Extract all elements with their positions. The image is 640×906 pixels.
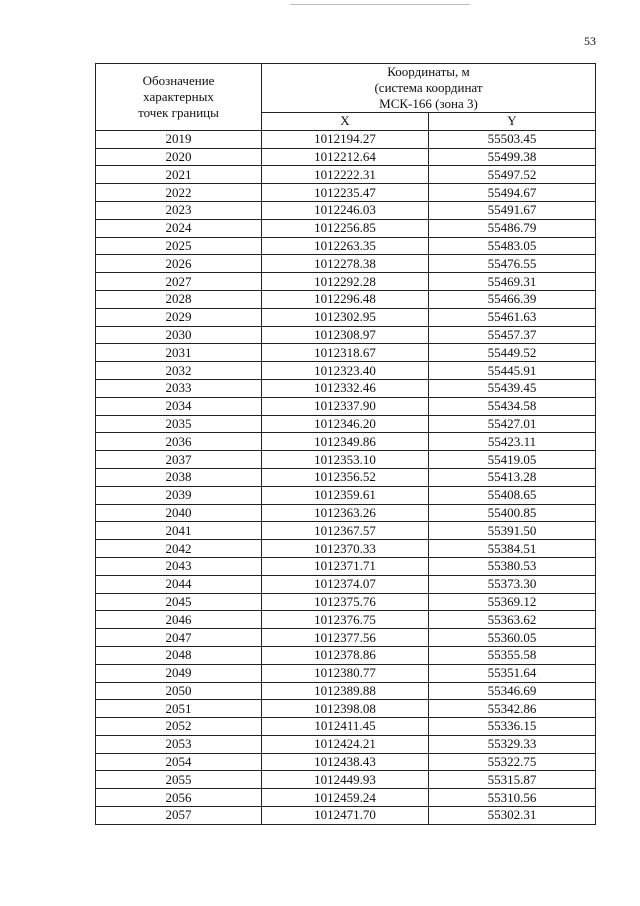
x-coordinate-cell: 1012411.45 bbox=[262, 718, 429, 736]
y-coordinate-cell: 55391.50 bbox=[429, 522, 596, 540]
y-coordinate-cell: 55302.31 bbox=[429, 807, 596, 825]
table-row bbox=[96, 629, 596, 647]
y-coordinate-cell: 55380.53 bbox=[429, 557, 596, 575]
x-coordinate-cell: 1012376.75 bbox=[262, 611, 429, 629]
point-id-cell: 2021 bbox=[96, 166, 262, 184]
x-coordinate-cell: 1012398.08 bbox=[262, 700, 429, 718]
x-coordinate-cell: 1012363.26 bbox=[262, 504, 429, 522]
x-coordinate-cell: 1012278.38 bbox=[262, 255, 429, 273]
x-column-header: X bbox=[262, 113, 429, 131]
point-id-cell: 2041 bbox=[96, 522, 262, 540]
page-number: 53 bbox=[584, 34, 596, 48]
point-id-cell: 2052 bbox=[96, 718, 262, 736]
header-line: характерных bbox=[143, 88, 214, 104]
table-row bbox=[96, 379, 596, 397]
x-coordinate-cell: 1012424.21 bbox=[262, 735, 429, 753]
y-coordinate-cell: 55423.11 bbox=[429, 433, 596, 451]
point-id-cell: 2025 bbox=[96, 237, 262, 255]
table-row bbox=[96, 557, 596, 575]
table-row bbox=[96, 468, 596, 486]
table-row bbox=[96, 700, 596, 718]
point-id-cell: 2022 bbox=[96, 184, 262, 202]
point-id-cell: 2029 bbox=[96, 308, 262, 326]
table-row bbox=[96, 771, 596, 789]
y-coordinate-cell: 55310.56 bbox=[429, 789, 596, 807]
x-coordinate-cell: 1012359.61 bbox=[262, 486, 429, 504]
x-coordinate-cell: 1012235.47 bbox=[262, 184, 429, 202]
table-row bbox=[96, 326, 596, 344]
table-row bbox=[96, 166, 596, 184]
point-id-cell: 2033 bbox=[96, 379, 262, 397]
y-coordinate-cell: 55486.79 bbox=[429, 219, 596, 237]
coordinates-table bbox=[95, 63, 596, 825]
x-coordinate-cell: 1012302.95 bbox=[262, 308, 429, 326]
table-row bbox=[96, 273, 596, 291]
y-coordinate-cell: 55373.30 bbox=[429, 575, 596, 593]
scan-top-marks bbox=[290, 0, 470, 5]
header-line: Координаты, м bbox=[387, 64, 470, 79]
point-label-header bbox=[96, 64, 262, 131]
x-coordinate-cell: 1012378.86 bbox=[262, 646, 429, 664]
point-id-cell: 2024 bbox=[96, 219, 262, 237]
table-row bbox=[96, 397, 596, 415]
y-coordinate-cell: 55434.58 bbox=[429, 397, 596, 415]
point-id-cell: 2034 bbox=[96, 397, 262, 415]
x-coordinate-cell: 1012263.35 bbox=[262, 237, 429, 255]
point-id-cell: 2032 bbox=[96, 362, 262, 380]
table-row bbox=[96, 753, 596, 771]
point-id-cell: 2026 bbox=[96, 255, 262, 273]
table-row bbox=[96, 593, 596, 611]
y-coordinate-cell: 55497.52 bbox=[429, 166, 596, 184]
y-coordinate-cell: 55439.45 bbox=[429, 379, 596, 397]
point-id-cell: 2044 bbox=[96, 575, 262, 593]
y-coordinate-cell: 55363.62 bbox=[429, 611, 596, 629]
table-row bbox=[96, 290, 596, 308]
table-header bbox=[96, 64, 596, 131]
x-coordinate-cell: 1012471.70 bbox=[262, 807, 429, 825]
header-line: МСК-166 (зона 3) bbox=[379, 96, 478, 111]
y-coordinate-cell: 55476.55 bbox=[429, 255, 596, 273]
x-coordinate-cell: 1012296.48 bbox=[262, 290, 429, 308]
table-body bbox=[96, 130, 596, 824]
point-id-cell: 2048 bbox=[96, 646, 262, 664]
table-row bbox=[96, 575, 596, 593]
x-coordinate-cell: 1012194.27 bbox=[262, 130, 429, 148]
table-row bbox=[96, 646, 596, 664]
y-coordinate-cell: 55355.58 bbox=[429, 646, 596, 664]
point-id-cell: 2038 bbox=[96, 468, 262, 486]
y-coordinate-cell: 55315.87 bbox=[429, 771, 596, 789]
table-row bbox=[96, 540, 596, 558]
x-coordinate-cell: 1012212.64 bbox=[262, 148, 429, 166]
table-row bbox=[96, 219, 596, 237]
table-row bbox=[96, 308, 596, 326]
y-coordinate-cell: 55322.75 bbox=[429, 753, 596, 771]
x-coordinate-cell: 1012449.93 bbox=[262, 771, 429, 789]
table-row bbox=[96, 504, 596, 522]
y-coordinate-cell: 55369.12 bbox=[429, 593, 596, 611]
y-coordinate-cell: 55457.37 bbox=[429, 326, 596, 344]
x-coordinate-cell: 1012375.76 bbox=[262, 593, 429, 611]
table-row bbox=[96, 611, 596, 629]
point-id-cell: 2057 bbox=[96, 807, 262, 825]
x-coordinate-cell: 1012377.56 bbox=[262, 629, 429, 647]
x-coordinate-cell: 1012380.77 bbox=[262, 664, 429, 682]
y-coordinate-cell: 55427.01 bbox=[429, 415, 596, 433]
point-id-cell: 2035 bbox=[96, 415, 262, 433]
y-coordinate-cell: 55329.33 bbox=[429, 735, 596, 753]
y-coordinate-cell: 55413.28 bbox=[429, 468, 596, 486]
x-coordinate-cell: 1012371.71 bbox=[262, 557, 429, 575]
y-coordinate-cell: 55499.38 bbox=[429, 148, 596, 166]
y-coordinate-cell: 55346.69 bbox=[429, 682, 596, 700]
y-column-header: Y bbox=[429, 113, 596, 131]
y-coordinate-cell: 55360.05 bbox=[429, 629, 596, 647]
table-row bbox=[96, 255, 596, 273]
table-row bbox=[96, 415, 596, 433]
x-coordinate-cell: 1012438.43 bbox=[262, 753, 429, 771]
y-coordinate-cell: 55461.63 bbox=[429, 308, 596, 326]
y-coordinate-cell: 55466.39 bbox=[429, 290, 596, 308]
y-coordinate-cell: 55384.51 bbox=[429, 540, 596, 558]
x-coordinate-cell: 1012370.33 bbox=[262, 540, 429, 558]
y-coordinate-cell: 55469.31 bbox=[429, 273, 596, 291]
x-coordinate-cell: 1012308.97 bbox=[262, 326, 429, 344]
x-coordinate-cell: 1012389.88 bbox=[262, 682, 429, 700]
table-row bbox=[96, 718, 596, 736]
x-coordinate-cell: 1012256.85 bbox=[262, 219, 429, 237]
y-coordinate-cell: 55449.52 bbox=[429, 344, 596, 362]
y-coordinate-cell: 55491.67 bbox=[429, 201, 596, 219]
point-id-cell: 2056 bbox=[96, 789, 262, 807]
x-coordinate-cell: 1012292.28 bbox=[262, 273, 429, 291]
y-coordinate-cell: 55351.64 bbox=[429, 664, 596, 682]
point-id-cell: 2055 bbox=[96, 771, 262, 789]
table-row bbox=[96, 735, 596, 753]
point-id-cell: 2019 bbox=[96, 130, 262, 148]
table-row bbox=[96, 664, 596, 682]
y-coordinate-cell: 55503.45 bbox=[429, 130, 596, 148]
table-row bbox=[96, 433, 596, 451]
y-coordinate-cell: 55336.15 bbox=[429, 718, 596, 736]
point-id-cell: 2027 bbox=[96, 273, 262, 291]
point-id-cell: 2020 bbox=[96, 148, 262, 166]
table-row bbox=[96, 362, 596, 380]
point-id-cell: 2037 bbox=[96, 451, 262, 469]
header-line: (система координат bbox=[374, 80, 483, 95]
x-coordinate-cell: 1012374.07 bbox=[262, 575, 429, 593]
point-id-cell: 2023 bbox=[96, 201, 262, 219]
table-row bbox=[96, 344, 596, 362]
point-id-cell: 2049 bbox=[96, 664, 262, 682]
x-coordinate-cell: 1012246.03 bbox=[262, 201, 429, 219]
point-id-cell: 2054 bbox=[96, 753, 262, 771]
point-id-cell: 2036 bbox=[96, 433, 262, 451]
x-coordinate-cell: 1012332.46 bbox=[262, 379, 429, 397]
point-id-cell: 2051 bbox=[96, 700, 262, 718]
x-coordinate-cell: 1012222.31 bbox=[262, 166, 429, 184]
point-id-cell: 2039 bbox=[96, 486, 262, 504]
coordinates-header bbox=[262, 64, 596, 113]
point-id-cell: 2031 bbox=[96, 344, 262, 362]
y-coordinate-cell: 55342.86 bbox=[429, 700, 596, 718]
point-id-cell: 2043 bbox=[96, 557, 262, 575]
point-id-cell: 2050 bbox=[96, 682, 262, 700]
point-id-cell: 2030 bbox=[96, 326, 262, 344]
x-coordinate-cell: 1012353.10 bbox=[262, 451, 429, 469]
y-coordinate-cell: 55408.65 bbox=[429, 486, 596, 504]
y-coordinate-cell: 55445.91 bbox=[429, 362, 596, 380]
point-id-cell: 2040 bbox=[96, 504, 262, 522]
x-coordinate-cell: 1012318.67 bbox=[262, 344, 429, 362]
table-row bbox=[96, 807, 596, 825]
x-coordinate-cell: 1012349.86 bbox=[262, 433, 429, 451]
point-id-cell: 2028 bbox=[96, 290, 262, 308]
table-row bbox=[96, 201, 596, 219]
table-row bbox=[96, 789, 596, 807]
point-id-cell: 2053 bbox=[96, 735, 262, 753]
table-row bbox=[96, 682, 596, 700]
table-row bbox=[96, 130, 596, 148]
table-row bbox=[96, 451, 596, 469]
point-id-cell: 2045 bbox=[96, 593, 262, 611]
y-coordinate-cell: 55400.85 bbox=[429, 504, 596, 522]
table-row bbox=[96, 237, 596, 255]
point-id-cell: 2047 bbox=[96, 629, 262, 647]
y-coordinate-cell: 55483.05 bbox=[429, 237, 596, 255]
header-line: точек границы bbox=[138, 104, 219, 120]
x-coordinate-cell: 1012337.90 bbox=[262, 397, 429, 415]
table-row bbox=[96, 522, 596, 540]
table-row bbox=[96, 148, 596, 166]
y-coordinate-cell: 55494.67 bbox=[429, 184, 596, 202]
point-id-cell: 2046 bbox=[96, 611, 262, 629]
table-row bbox=[96, 184, 596, 202]
table-row bbox=[96, 486, 596, 504]
y-coordinate-cell: 55419.05 bbox=[429, 451, 596, 469]
x-coordinate-cell: 1012323.40 bbox=[262, 362, 429, 380]
x-coordinate-cell: 1012367.57 bbox=[262, 522, 429, 540]
header-line: Обозначение bbox=[142, 72, 215, 88]
x-coordinate-cell: 1012346.20 bbox=[262, 415, 429, 433]
point-id-cell: 2042 bbox=[96, 540, 262, 558]
x-coordinate-cell: 1012459.24 bbox=[262, 789, 429, 807]
x-coordinate-cell: 1012356.52 bbox=[262, 468, 429, 486]
